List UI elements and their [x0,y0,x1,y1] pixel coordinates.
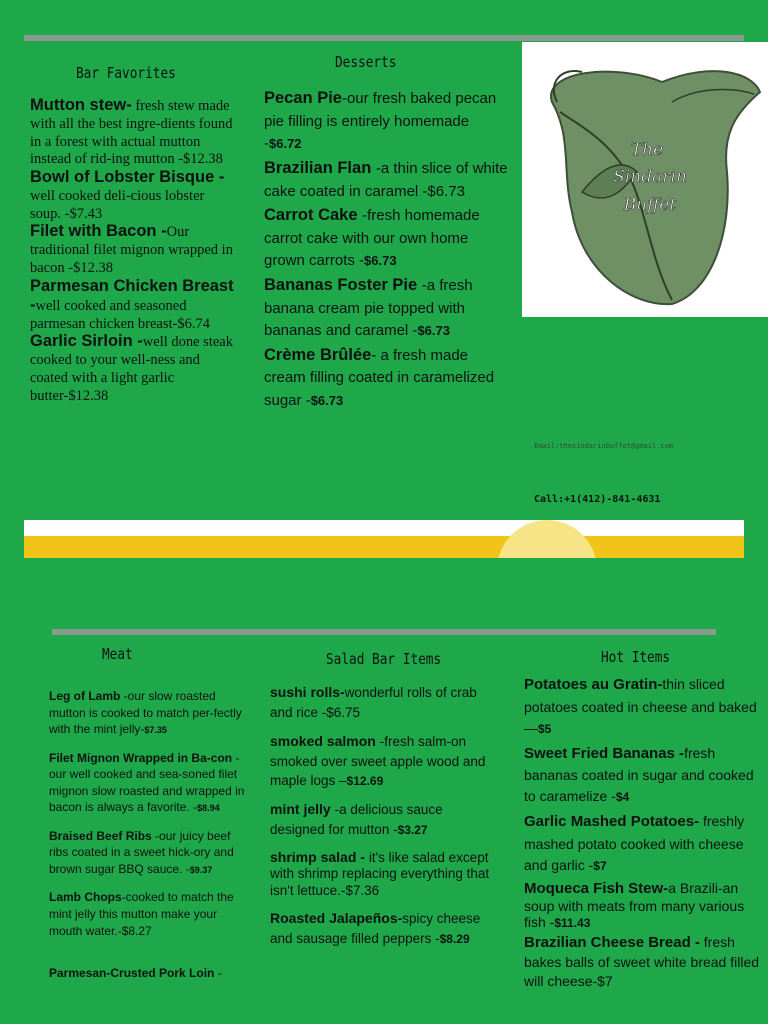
leaf-logo-icon [522,42,768,317]
list-item: smoked salmon -fresh salm-on smoked over sweet apple wood and maple logs –$12.69 [270,733,486,789]
logo-line2: Sindarin [613,167,687,187]
list-item: sushi rolls-wonderful rolls of crab and rice -$6.75 [270,684,477,720]
list-item: Filet Mignon Wrapped in Ba-con -our well cooked and sea-soned filet mignon slow roasted and wrapped in bacon is always a favorite. -$8.94 [49,750,245,815]
salad-bar-list [270,683,492,958]
list-item: Potatoes au Gratin-thin sliced potatoes coated in cheese and baked —$5 [524,676,757,736]
phone-text: Call:+1(412)-841-4631 [534,494,661,505]
logo-line3: Buffet [623,195,677,215]
list-item: Filet with Bacon -Our traditional filet mignon wrapped in bacon -$12.38 [30,222,233,276]
middle-divider [52,629,716,635]
logo [522,42,768,317]
email-text: Email:thesindarinbuffet@gmail.com [534,442,674,450]
desserts-heading: Desserts [335,53,397,71]
list-item: Parmesan-Crusted Pork Loin - [49,966,222,981]
list-item: Parmesan Chicken Breast -well cooked and seasoned parmesan chicken breast-$6.74 [30,276,234,332]
desserts-list [264,86,509,412]
list-item: Pecan Pie-our fresh baked pecan pie filling is entirely homemade -$6.72 [264,89,497,153]
list-item: shrimp salad - it's like salad except with shrimp replacing everything that isn't lettuce.-$7.36 [270,849,490,898]
hot-items-heading: Hot Items [601,648,671,666]
bar-favorites-heading: Bar Favorites [76,64,176,82]
list-item: Brazilian Cheese Bread - fresh bakes balls of sweet white bread filled will cheese-$7 [524,934,760,990]
list-item: Garlic Mashed Potatoes- freshly mashed potato cooked with cheese and garlic -$7 [524,813,745,873]
list-item: Bananas Foster Pie -a fresh banana cream pie topped with bananas and caramel -$6.73 [264,275,473,339]
list-item: mint jelly -a delicious sauce designed for mutton -$3.27 [270,801,443,838]
list-item: Mutton stew- fresh stew made with all the best ingre-dients found in a forest with actual mutton instead of rid-ing mutton -$12.38 [30,96,233,168]
meat-list [49,688,249,994]
top-divider [24,35,744,41]
list-item: Lamb Chops-cooked to match the mint jelly this mutton make your mouth water.-$8.27 [49,890,234,938]
list-item: Crème Brûlée- a fresh made cream filling coated in caramelized sugar -$6.73 [264,345,495,409]
list-item: Braised Beef Ribs -our juicy beef ribs coated in a sweet hick-ory and brown sugar BBQ sauce. -$9.37 [49,828,234,876]
list-item: Bowl of Lobster Bisque -well cooked deli-cious lobster soup. -$7.43 [30,167,225,222]
bar-favorites-list [30,96,235,404]
list-item: Leg of Lamb -our slow roasted mutton is cooked to match per-fectly with the mint jelly-$7.35 [49,689,242,737]
list-item: Brazilian Flan -a thin slice of white cake coated in caramel -$6.73 [264,158,508,200]
meat-heading: Meat [102,645,133,663]
yellow-band [24,536,744,558]
list-item: Sweet Fried Bananas -fresh bananas coated in sugar and cooked to caramelize -$4 [524,744,754,804]
salad-bar-heading: Salad Bar Items [326,650,442,668]
list-item: Roasted Jalapeños-spicy cheese and sausage filled peppers -$8.29 [270,909,481,946]
white-band [24,520,744,536]
list-item: Carrot Cake -fresh homemade carrot cake with our own home grown carrots -$6.73 [264,206,480,270]
list-item: Moqueca Fish Stew-a Brazili-an soup with meats from many various fish -$11.43 [524,879,745,931]
logo-line1: The [630,140,664,160]
sun-circle-icon [497,520,597,558]
list-item: Garlic Sirloin -well done steak cooked to your well-ness and coated with a light garlic butter-$12.38 [30,332,233,404]
hot-items-list [524,674,760,995]
